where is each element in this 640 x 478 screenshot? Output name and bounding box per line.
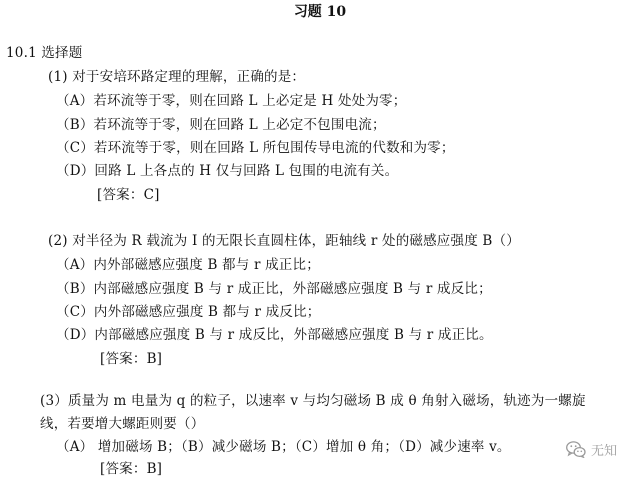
question-3-options: （A） 增加磁场 B；（B）减少磁场 B；（C）增加 θ 角；（D）减少速率 v。 — [56, 439, 511, 455]
question-2-answer: [答案：B] — [100, 351, 163, 367]
question-3-stem-line-1: (3）质量为 m 电量为 q 的粒子，以速率 v 与均匀磁场 B 成 θ 角射入磁场，轨迹为一螺旋 — [40, 393, 586, 409]
question-1-option-a: （A）若环流等于零，则在回路 L 上必定是 H 处处为零； — [56, 93, 407, 109]
question-1-option-b: （B）若环流等于零，则在回路 L 上必定不包围电流； — [56, 117, 386, 133]
question-2-option-b: （B）内部磁感应强度 B 与 r 成正比，外部磁感应强度 B 与 r 成反比； — [56, 281, 492, 297]
question-2-stem: (2) 对半径为 R 载流为 I 的无限长直圆柱体，距轴线 r 处的磁感应强度 B（） — [48, 233, 520, 249]
wechat-logo-icon — [566, 441, 586, 458]
question-1-stem: (1) 对于安培环路定理的理解，正确的是： — [48, 69, 306, 85]
question-2-option-d: （D）内部磁感应强度 B 与 r 成反比，外部磁感应强度 B 与 r 成正比。 — [56, 327, 493, 343]
watermark-text: 无知 — [591, 444, 618, 459]
question-1-option-c: （C）若环流等于零，则在回路 L 所包围传导电流的代数和为零； — [56, 140, 455, 156]
question-2-option-c: （C）内外部磁感应强度 B 都与 r 成反比； — [56, 304, 321, 320]
question-3-stem-line-2: 线，若要增大螺距则要（） — [40, 416, 205, 432]
question-3-answer: [答案：B] — [100, 461, 163, 477]
question-1-answer: [答案：C] — [97, 187, 160, 203]
question-1-option-d: （D）回路 L 上各点的 H 仅与回路 L 包围的电流有关。 — [56, 163, 399, 179]
watermark — [566, 440, 617, 459]
section-heading: 10.1 选择题 — [6, 45, 83, 61]
page-title: 习题 10 — [293, 4, 347, 20]
question-2-option-a: （A）内外部磁感应强度 B 都与 r 成正比； — [56, 257, 320, 273]
